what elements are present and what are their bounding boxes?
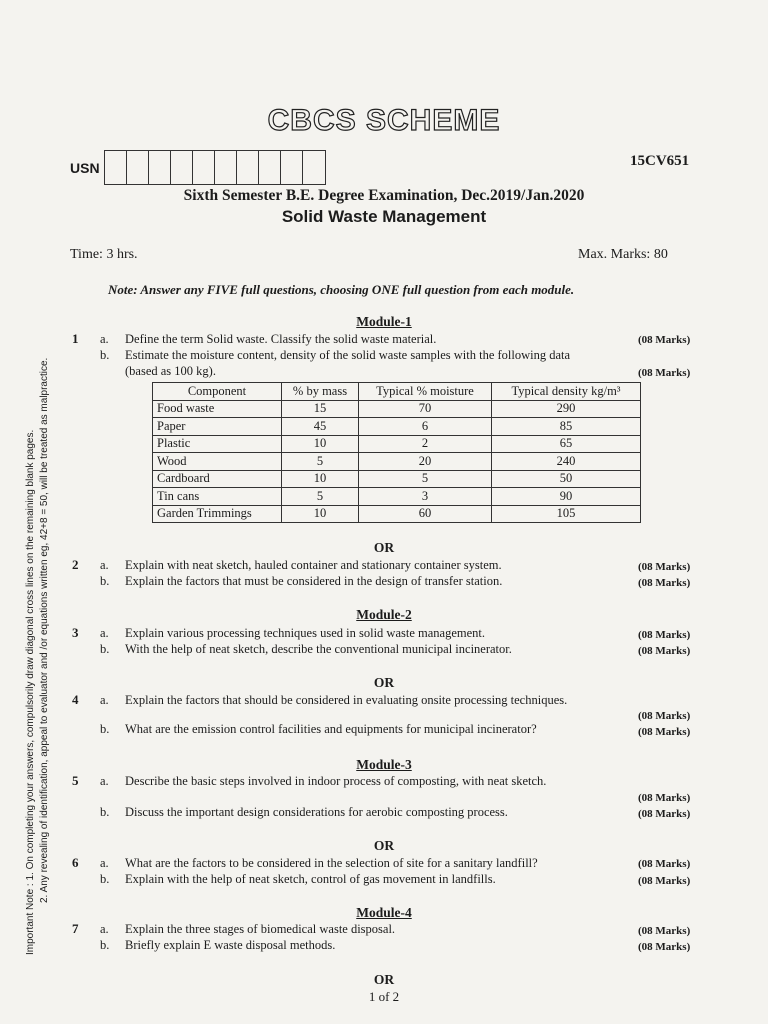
table-row <box>153 453 641 471</box>
question-3b-marks: (08 Marks) <box>638 645 691 657</box>
question-5a-text: Describe the basic steps involved in indoor process of composting, with neat sketch. <box>125 774 547 788</box>
table-cell: 290 <box>492 400 641 418</box>
table-cell: Food waste <box>153 400 282 418</box>
table-cell: 60 <box>359 505 492 523</box>
question-7b-text: Briefly explain E waste disposal methods. <box>125 938 336 952</box>
question-7a-marks: (08 Marks) <box>638 925 691 937</box>
usn-box <box>193 151 215 184</box>
question-number: 4 <box>72 692 79 707</box>
table-row <box>153 470 641 488</box>
question-number: 7 <box>72 921 79 936</box>
table-cell: 3 <box>359 488 492 506</box>
module-3-heading: Module-3 <box>356 757 412 772</box>
question-3b-text: With the help of neat sketch, describe the conventional municipal incinerator. <box>125 642 512 656</box>
table-cell: 5 <box>359 470 492 488</box>
question-6b-marks: (08 Marks) <box>638 875 691 887</box>
or-separator: OR <box>373 972 395 987</box>
table-row <box>153 488 641 506</box>
question-2a-text: Explain with neat sketch, hauled container and stationary container system. <box>125 558 502 572</box>
table-cell: 20 <box>359 453 492 471</box>
table-cell: 10 <box>282 470 359 488</box>
usn-box <box>105 151 127 184</box>
table-cell: 240 <box>492 453 641 471</box>
question-2b-marks: (08 Marks) <box>638 577 691 589</box>
question-number: 6 <box>72 855 79 870</box>
question-6b-text: Explain with the help of neat sketch, control of gas movement in landfills. <box>125 872 496 886</box>
module-4-heading: Module-4 <box>356 905 412 920</box>
table-row <box>153 435 641 453</box>
table-cell: 85 <box>492 418 641 436</box>
usn-box <box>259 151 281 184</box>
part-letter: b. <box>100 805 110 819</box>
subject-code: 15CV651 <box>630 153 690 169</box>
table-cell: 5 <box>282 453 359 471</box>
usn-box <box>237 151 259 184</box>
table-row <box>153 505 641 523</box>
table-cell: Wood <box>153 453 282 471</box>
part-letter: b. <box>100 722 110 736</box>
table-cell: 65 <box>492 435 641 453</box>
question-number: 5 <box>72 773 79 788</box>
table-cell: Cardboard <box>153 470 282 488</box>
page-number: 1 of 2 <box>368 989 400 1004</box>
question-1b-text-cont: (based as 100 kg). <box>125 364 216 378</box>
usn-box <box>281 151 303 184</box>
note-label: Note: <box>108 282 138 297</box>
exam-title: Sixth Semester B.E. Degree Examination, Dec.2019/Jan.2020 <box>183 187 585 204</box>
question-5a-marks: (08 Marks) <box>638 792 691 804</box>
part-letter: a. <box>100 774 109 788</box>
question-2b-text: Explain the factors that must be considered in the design of transfer station. <box>125 574 503 588</box>
question-6a-text: What are the factors to be considered in the selection of site for a sanitary landfill? <box>125 856 538 870</box>
table-header-row <box>153 383 641 401</box>
side-note-line-1: Important Note : 1. On completing your answers, compulsorily draw diagonal cross lines on the remaining blank pages. <box>25 429 36 955</box>
table-cell: 15 <box>282 400 359 418</box>
part-letter: a. <box>100 558 109 572</box>
instructions-note <box>108 282 574 298</box>
question-4b-marks: (08 Marks) <box>638 726 691 738</box>
usn-box <box>303 151 325 184</box>
question-7b-marks: (08 Marks) <box>638 941 691 953</box>
question-number: 1 <box>72 331 79 346</box>
question-5b-marks: (08 Marks) <box>638 808 691 820</box>
question-3a-text: Explain various processing techniques used in solid waste management. <box>125 626 485 640</box>
table-cell: 90 <box>492 488 641 506</box>
part-letter: b. <box>100 642 110 656</box>
part-letter: a. <box>100 626 109 640</box>
part-letter: b. <box>100 574 110 588</box>
or-separator: OR <box>373 838 395 853</box>
table-cell: 70 <box>359 400 492 418</box>
table-cell: 10 <box>282 505 359 523</box>
table-cell: 6 <box>359 418 492 436</box>
table-cell: Plastic <box>153 435 282 453</box>
question-4a-text: Explain the factors that should be considered in evaluating onsite processing techniques. <box>125 693 568 707</box>
question-3a-marks: (08 Marks) <box>638 629 691 641</box>
table-cell: Garden Trimmings <box>153 505 282 523</box>
table-cell: 5 <box>282 488 359 506</box>
usn-box <box>149 151 171 184</box>
question-1a-text: Define the term Solid waste. Classify the solid waste material. <box>125 332 437 346</box>
module-1-heading: Module-1 <box>356 314 412 329</box>
part-letter: a. <box>100 922 109 936</box>
part-letter: b. <box>100 348 110 362</box>
or-separator: OR <box>373 540 395 555</box>
part-letter: a. <box>100 332 109 346</box>
question-1a-marks: (08 Marks) <box>638 334 691 346</box>
table-cell: 45 <box>282 418 359 436</box>
note-text: Answer any FIVE full questions, choosing ONE full question from each module. <box>140 282 575 297</box>
side-note-line-2: 2. Any revealing of identification, appeal to evaluator and /or equations written eg, 42+8 = 50, will be treated as malpractice. <box>39 357 50 903</box>
table-row <box>153 418 641 436</box>
column-header: Typical % moisture <box>359 383 492 401</box>
cbcs-scheme-logo: CBCS SCHEME <box>267 104 501 137</box>
table-cell: 50 <box>492 470 641 488</box>
subject-title: Solid Waste Management <box>281 207 487 226</box>
question-2a-marks: (08 Marks) <box>638 561 691 573</box>
question-6a-marks: (08 Marks) <box>638 858 691 870</box>
question-1b-text: Estimate the moisture content, density of the solid waste samples with the following data <box>125 348 571 362</box>
waste-data-table <box>152 382 641 523</box>
usn-box <box>171 151 193 184</box>
table-row <box>153 400 641 418</box>
time-allowed: Time: 3 hrs. <box>70 247 138 262</box>
column-header: Typical density kg/m³ <box>492 383 641 401</box>
usn-box <box>215 151 237 184</box>
table-cell: Tin cans <box>153 488 282 506</box>
module-2-heading: Module-2 <box>356 607 412 622</box>
question-7a-text: Explain the three stages of biomedical waste disposal. <box>125 922 396 936</box>
question-5b-text: Discuss the important design considerations for aerobic composting process. <box>125 805 508 819</box>
question-1b-marks: (08 Marks) <box>638 367 691 379</box>
part-letter: b. <box>100 872 110 886</box>
usn-box <box>127 151 149 184</box>
part-letter: a. <box>100 856 109 870</box>
table-cell: 2 <box>359 435 492 453</box>
question-number: 3 <box>72 625 79 640</box>
usn-label: USN <box>70 160 100 176</box>
part-letter: b. <box>100 938 110 952</box>
column-header: % by mass <box>282 383 359 401</box>
or-separator: OR <box>373 675 395 690</box>
table-cell: Paper <box>153 418 282 436</box>
table-cell: 105 <box>492 505 641 523</box>
table-cell: 10 <box>282 435 359 453</box>
max-marks: Max. Marks: 80 <box>578 247 668 262</box>
column-header: Component <box>153 383 282 401</box>
question-number: 2 <box>72 557 79 572</box>
question-4b-text: What are the emission control facilities and equipments for municipal incinerator? <box>125 722 537 736</box>
part-letter: a. <box>100 693 109 707</box>
question-4a-marks: (08 Marks) <box>638 710 691 722</box>
usn-boxes <box>104 150 326 185</box>
